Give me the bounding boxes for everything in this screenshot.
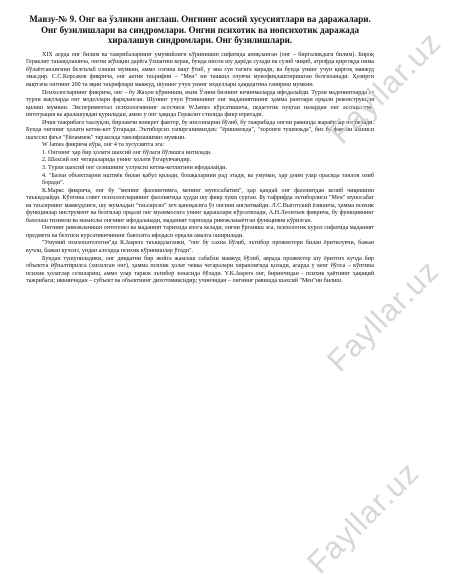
list-item: 4. "Базъи объектларни иштиёк билан қабул қилади, бошқаларини рад этади, ва умуман, ҳар доим улар орасида танлов олиб боради". [42, 172, 374, 187]
page-title: Мавзу-№ 9. Онг ва ўзликни англаш. Онгнинг асосий хусусиятлари ва даражалари. Онг бузилишлари ва синдромлари. Онгни психотик ва нопсихотик даражада хиралашув синдромлари. Онг бузилишлари. [29, 14, 371, 46]
paragraph: XIX асрда онг билим ва тажрибаларнинг умумийлиги кўринишин сифатида аниқланган (онг – биргаликдаги билим). Бироқ Гераклит таъкидлашича, онгни жўшқин дарёга ўхшатиш керак, бунда инсон шу дарёда сузади ва сузиб чиқиб, атрофда қирғоқда нима бўлаётганлигини белгилаб олиши мумкин, аммо оэгина вақт ўтиб, у яна сув тагига киради, ва бунда унинг учун қирғоқ мавжуд эмасдир. С.С.Корсаков фикрича, онг актив таърифни – "Мен" ни ташкил олувчи мувофиқлаштиришган белгиланади. Ҳозирги вақтгача онгнинг 200 та яқин таърифлари мавжуд, шунинг учун унинг моделлари ҳақидагина гапириш мумкин. [26, 51, 374, 88]
list-item: 2. Шахсий онг чегараларида унинг ҳолати ўзгарувчандир. [42, 157, 192, 164]
list-item: 3. Турли шахсий онг сезишнинг узлуксиз кетма-кетлигини ифодалайди. [42, 164, 227, 171]
watermark: Fayllar.uz [322, 24, 448, 151]
paragraph: W James фикрича кўра, онг 4 та хусусиятга эга: [42, 142, 165, 149]
document-page [26, 14, 374, 286]
paragraph: К.Маркс фикрича, онг бу "менинг фаолиятимга, менинг муносабатим", ҳар қандай онг фаолиятдан келиб чиқишини таъкидлайди. Кўпгина совет психологларининг фаолиятида ҳудди шу фикр хукм сурган. Бу тафрифда эътиборлиси "Мен" муносабат ва таъсирнинг мавжудлиги, шу жумладан "таъсирсиз" хеч қаноқасига ўз онгини англатмайди. Л.С.Выготский ёзишича, ҳамма психик функциялар инструмент ва белгилар орқали онг муаммосига унинг қарашлари кўрсатилади, А.Н.Леонтьев фикрича, бу функциянинг бахолаш тизимли ва маънолы онгнинг ифодаланади, маданият тарихида ривожланаётган функцияни кўрилган. [26, 187, 374, 224]
paragraph: Онгнинг ривожланиши онтогенез ва маданият тарихида изога келади, онгни ўрганиш эса, психологик курол сифатида маданият предмети ва белгиси курсатикичининг бавосита ифодаси орқали амалга оширилади. [26, 225, 374, 239]
paragraph: Ички тажрибага таалуқли, бирламчи конкрет фактор, бу инсонпарни бўлиб, бу тажрибада онгни равишда жараёнлар юз беради. Бунда онгнинг ҳолати кетма-кет ўзгаради. Эътиборсиз гапирганимиздек: "ёришмокда", "хоронғи тушмокда", биз бу фактни яхшиси шахссиз феъл "ўйламмок" тарзасида тавсифлашимиз мумкин. [26, 119, 374, 141]
list-item: 1. Онгнинг ҳар бир ҳолати шахсий онг бўлаги бўлишга интилади. [42, 149, 212, 156]
watermark: Fayllar.uz [300, 454, 426, 581]
property-list [26, 150, 374, 188]
paragraph: Психологларнинг фикрича, онг – бу Жаҳон кўриниши, яъни Ўзини бизнинг кечинмаларда ифодалайди. Турли мадениятларда ва турли вақтларда онг моделлари фарқланган. Шунинг учун ўтмишнинг онг маданиятининг ҳамма ранглари орқали реконструкция қилиш мумкин. Экспериментал психологиянинг асосчиси W.James кўрсатишича, педагогик нуқтаи назардан онг ассоциация, интеграция ва аралашувдан қуриладаи, аммо у онг ҳақида Гераклит стилида фикр юритади. [26, 89, 374, 119]
paragraph: Бундан тушуниладики, онг диққатни бир жойга жамлаш сабабли мавжуд бўлиб, аврада прожектор шу ёритгих кучда бир объектга йўналтирилса (хисилган онг), ҳамма психик ҳолат чекка чегаралари хиранлигида қолади, агарда у кенг бўлса – кўпгина психик ҳолатлар сезилариш, аммо улар таркок эътибор зонасида бўлади. Y.K.Jaspers онг, биринчидан - психик ҳаётнинг ҳақиқий тажрибаси; иккинчидан – субъект ва объектнинг дихотомиясидир; учинчидан – онгнинг равишда шахсий "Мен"ни билиш. [26, 255, 374, 285]
paragraph: "Умумий психопатология"да К.Jaspers таъкидлаганки, "онг бу сахна бўлиб, эътибор прожектори билан ёритилувчи, бажан кучли, бажан кучсиз, ундан алоҳида психик кўринишлар ўтади". [26, 240, 374, 254]
watermark: Fayllar.uz [320, 252, 446, 379]
